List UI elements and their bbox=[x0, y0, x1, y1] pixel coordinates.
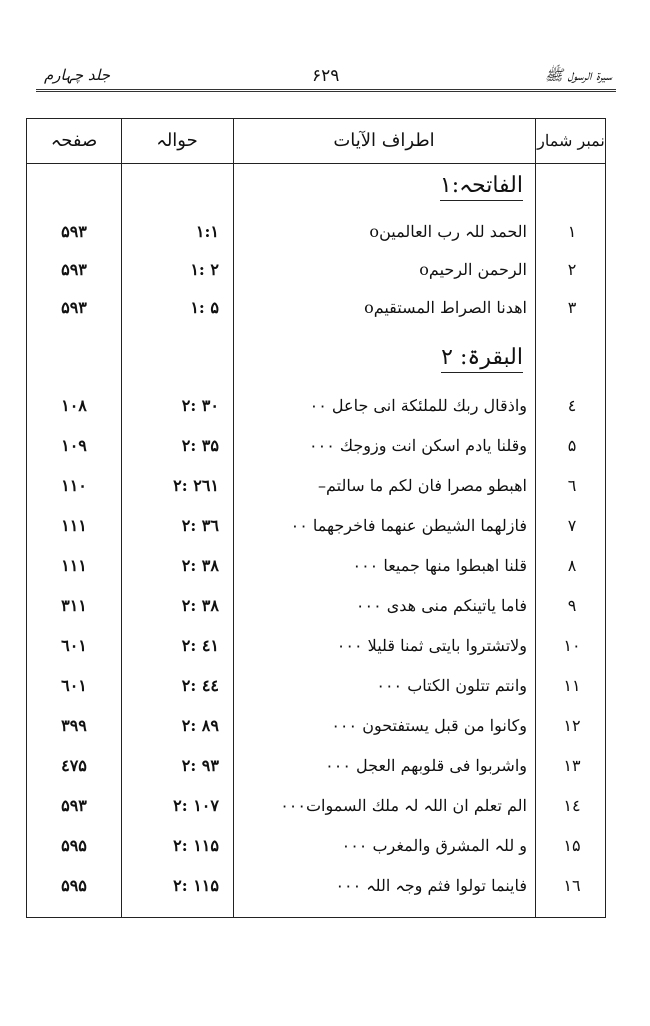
row-reference: ۲: ۳۸ bbox=[181, 556, 219, 575]
table-row bbox=[27, 387, 605, 425]
row-page: ٤۷۵ bbox=[61, 756, 87, 775]
row-serial: ٤ bbox=[567, 396, 577, 415]
row-page: ۱۱۰ bbox=[61, 476, 87, 495]
row-page: ۳۱۱ bbox=[61, 596, 87, 615]
table-row bbox=[27, 587, 605, 625]
row-page: ٦۰۱ bbox=[61, 676, 87, 695]
table-row bbox=[27, 547, 605, 585]
surah-heading bbox=[440, 165, 523, 207]
row-serial: ۱٤ bbox=[563, 796, 581, 815]
row-page: ۵۹۳ bbox=[61, 222, 87, 241]
row-page: ۵۹۳ bbox=[61, 298, 87, 317]
row-reference: ۱: ۵ bbox=[190, 298, 219, 317]
page-number: ۶۲۹ bbox=[312, 66, 340, 86]
row-page: ۱۰۹ bbox=[61, 436, 87, 455]
table-row bbox=[27, 427, 605, 465]
surah-heading-label: البقرۃ: ۲ bbox=[441, 345, 523, 373]
column-header-reference: حوالہ bbox=[156, 130, 198, 151]
row-reference: ۲: ٤۱ bbox=[181, 636, 219, 655]
row-serial: ۱۱ bbox=[563, 676, 581, 695]
table-row bbox=[27, 667, 605, 705]
row-reference: ۲: ۲٦۱ bbox=[173, 476, 219, 495]
column-header-page: صفحہ bbox=[50, 130, 98, 151]
surah-heading-label: الفاتحہ:۱ bbox=[440, 173, 523, 201]
table-row bbox=[27, 251, 605, 289]
row-verse-text: وقلنا یادم اسكن انت وزوجك ٠٠٠ bbox=[309, 436, 527, 455]
row-verse-text: الم تعلم ان اللہ لہ ملك السموات٠٠٠ bbox=[280, 796, 527, 815]
row-verse-text: فاما یاتینكم منی ھدی ٠٠٠ bbox=[355, 596, 527, 615]
row-reference: ۲: ۳۵ bbox=[181, 436, 219, 455]
row-serial: ۸ bbox=[567, 556, 577, 575]
table-row bbox=[27, 467, 605, 505]
column-header-serial: نمبر شمار bbox=[537, 131, 605, 150]
row-page: ۱۱۱ bbox=[61, 556, 87, 575]
row-reference: ۲: ۳٦ bbox=[181, 516, 219, 535]
row-verse-text: و للہ المشرق والمغرب ٠٠٠ bbox=[341, 836, 527, 855]
table-row bbox=[27, 627, 605, 665]
row-serial: ۷ bbox=[567, 516, 577, 535]
table-row bbox=[27, 507, 605, 545]
row-reference: ۲: ۱۱۵ bbox=[173, 876, 219, 895]
header-row-divider bbox=[27, 163, 605, 164]
index-table bbox=[26, 118, 606, 918]
row-serial: ۱ bbox=[567, 222, 577, 241]
row-verse-text: واذقال ربك للملئكة انى جاعل ٠٠ bbox=[309, 396, 527, 415]
row-page: ۱۰۸ bbox=[61, 396, 87, 415]
row-page: ۵۹۳ bbox=[61, 796, 87, 815]
page-header bbox=[36, 62, 616, 92]
row-reference: ۲: ۳۸ bbox=[181, 596, 219, 615]
table-row bbox=[27, 827, 605, 865]
row-reference: ۱: ۲ bbox=[190, 260, 219, 279]
row-serial: ٦ bbox=[567, 476, 577, 495]
row-reference: ۲: ۹۳ bbox=[181, 756, 219, 775]
row-verse-text: واشربوا فی قلوبھم العجل ٠٠٠ bbox=[325, 756, 527, 775]
row-serial: ۱۲ bbox=[563, 716, 581, 735]
row-verse-text: الحمد للہ رب العالمینo bbox=[369, 222, 527, 241]
row-verse-text: ولاتشتروا بایتی ثمنا قلیلا ٠٠٠ bbox=[336, 636, 527, 655]
row-verse-text: وكانوا من قبل یستفتحون ٠٠٠ bbox=[331, 716, 527, 735]
table-row bbox=[27, 213, 605, 251]
row-reference: ۲: ۱۰۷ bbox=[173, 796, 219, 815]
row-page: ۵۹۳ bbox=[61, 260, 87, 279]
row-page: ۵۹۵ bbox=[61, 876, 87, 895]
row-serial: ۹ bbox=[567, 596, 577, 615]
row-reference: ۲: ۱۱۵ bbox=[173, 836, 219, 855]
row-verse-text: قلنا اھبطوا منھا جمیعا ٠٠٠ bbox=[352, 556, 527, 575]
row-reference: ۲: ۳۰ bbox=[181, 396, 219, 415]
row-reference: ۲: ٤٤ bbox=[181, 676, 219, 695]
table-row bbox=[27, 747, 605, 785]
volume-label: جلد چہارم bbox=[44, 66, 111, 84]
row-serial: ۳ bbox=[567, 298, 577, 317]
header-rule bbox=[36, 89, 616, 92]
column-header-verses: اطراف الآیات bbox=[333, 130, 435, 151]
row-page: ۳۹۹ bbox=[61, 716, 87, 735]
row-reference: ۲: ۸۹ bbox=[181, 716, 219, 735]
row-page: ۱۱۱ bbox=[61, 516, 87, 535]
row-verse-text: اھدنا الصراط المستقیمo bbox=[364, 298, 527, 317]
book-title: سیرۃ الرسول ﷺ bbox=[544, 66, 612, 84]
row-serial: ۱٦ bbox=[563, 876, 581, 895]
row-verse-text: الرحمن الرحیمo bbox=[419, 260, 527, 279]
row-page: ۵۹۵ bbox=[61, 836, 87, 855]
row-reference: ۱:۱ bbox=[195, 222, 219, 241]
row-serial: ۱۰ bbox=[563, 636, 581, 655]
row-serial: ۲ bbox=[567, 260, 577, 279]
surah-heading bbox=[441, 337, 523, 379]
row-serial: ۱۳ bbox=[563, 756, 581, 775]
table-row bbox=[27, 867, 605, 905]
table-row bbox=[27, 289, 605, 327]
row-page: ٦۰۱ bbox=[61, 636, 87, 655]
row-verse-text: فازلھما الشیطن عنھما فاخرجھما ٠٠ bbox=[290, 516, 527, 535]
row-verse-text: وانتم تتلون الكتاب ٠٠٠ bbox=[376, 676, 527, 695]
row-serial: ۵ bbox=[567, 436, 577, 455]
table-row bbox=[27, 787, 605, 825]
table-row bbox=[27, 707, 605, 745]
row-serial: ۱۵ bbox=[563, 836, 581, 855]
row-verse-text: اھبطو مصرا فان لكم ما سالتم– bbox=[318, 476, 527, 495]
row-verse-text: فاینما تولوا فثم وجہ اللہ ٠٠٠ bbox=[335, 876, 527, 895]
